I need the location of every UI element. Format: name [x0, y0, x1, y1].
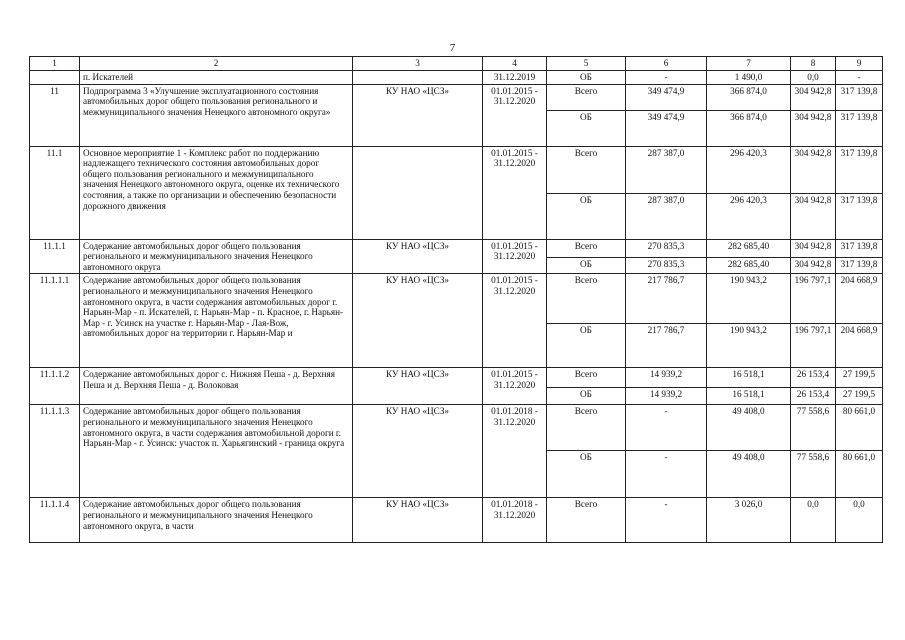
column-header: 8	[791, 57, 836, 71]
value-col8: 0,0	[791, 498, 836, 543]
column-header: 3	[353, 57, 483, 71]
value-col7: 1 490,0	[707, 71, 791, 85]
value-col9: 317 139,8	[836, 146, 883, 193]
value-col7: 190 943,2	[707, 324, 791, 368]
funding-source: Всего	[547, 274, 626, 324]
value-col6: 270 835,3	[626, 258, 707, 274]
row-number: 11.1.1	[30, 239, 80, 274]
value-col6: 14 939,2	[626, 388, 707, 405]
funding-source: Всего	[547, 405, 626, 451]
value-col9: 317 139,8	[836, 193, 883, 239]
funding-source: ОБ	[547, 451, 626, 498]
period: 01.01.2015 - 31.12.2020	[483, 274, 547, 368]
table-row	[30, 146, 883, 193]
value-col7: 49 408,0	[707, 405, 791, 451]
value-col9: 27 199,5	[836, 368, 883, 388]
header-row	[30, 57, 883, 71]
column-header: 7	[707, 57, 791, 71]
value-col8: 26 153,4	[791, 368, 836, 388]
value-col6: 287 387,0	[626, 146, 707, 193]
column-header: 6	[626, 57, 707, 71]
value-col9: 80 661,0	[836, 451, 883, 498]
funding-source: ОБ	[547, 324, 626, 368]
value-col8: 304 942,8	[791, 146, 836, 193]
value-col6: -	[626, 71, 707, 85]
table-row	[30, 84, 883, 110]
measure-name: Основное мероприятие 1 - Комплекс работ по поддержанию надлежащего технического состояния автомобильных дорог общего пользования регионального и межмуниципального значения Ненецкого автономного округа, оценке их технического состояния, а также по организации и обеспечению безопасности дорожного движения	[80, 146, 353, 239]
value-col6: 217 786,7	[626, 324, 707, 368]
period: 01.01.2015 - 31.12.2020	[483, 84, 547, 146]
funding-source: ОБ	[547, 388, 626, 405]
period: 01.01.2015 - 31.12.2020	[483, 239, 547, 274]
value-col9: 80 661,0	[836, 405, 883, 451]
executor: КУ НАО «ЦСЗ»	[353, 239, 483, 274]
value-col9: 317 139,8	[836, 110, 883, 146]
value-col9: 317 139,8	[836, 84, 883, 110]
value-col7: 3 026,0	[707, 498, 791, 543]
page-number: 7	[449, 42, 456, 54]
value-col9: 27 199,5	[836, 388, 883, 405]
value-col8: 26 153,4	[791, 388, 836, 405]
value-col6: 14 939,2	[626, 368, 707, 388]
column-header: 1	[30, 57, 80, 71]
value-col6: -	[626, 405, 707, 451]
table-row	[30, 498, 883, 543]
value-col8: 196 797,1	[791, 324, 836, 368]
row-number: 11	[30, 84, 80, 146]
table-row	[30, 274, 883, 324]
measure-name: Содержание автомобильных дорог с. Нижняя Пеша - д. Верхняя Пеша и д. Верхняя Пеша - д. Волоковая	[80, 368, 353, 405]
row-number: 11.1.1.3	[30, 405, 80, 498]
table-row	[30, 71, 883, 85]
executor: КУ НАО «ЦСЗ»	[353, 84, 483, 146]
column-header: 4	[483, 57, 547, 71]
period: 01.01.2018 - 31.12.2020	[483, 405, 547, 498]
table-row	[30, 405, 883, 451]
executor	[353, 71, 483, 85]
column-header: 9	[836, 57, 883, 71]
period: 01.01.2015 - 31.12.2020	[483, 146, 547, 239]
period: 01.01.2018 - 31.12.2020	[483, 498, 547, 543]
row-number: 11.1.1.1	[30, 274, 80, 368]
value-col6: 270 835,3	[626, 239, 707, 257]
value-col9: 204 668,9	[836, 324, 883, 368]
measure-name: Содержание автомобильных дорог общего пользования регионального и межмуниципального значения Ненецкого автономного округа, в части	[80, 498, 353, 543]
value-col6: 349 474,9	[626, 84, 707, 110]
funding-source: Всего	[547, 84, 626, 110]
value-col8: 304 942,8	[791, 84, 836, 110]
measure-name: Содержание автомобильных дорог общего пользования регионального и межмуниципального значения Ненецкого автономного округа, в части содержания автомобильных дорог г. Нарьян-Мар - п. Искателей, г. Нарьян-Мар - п. Красное, г. Нарьян-Мар - г. Усинск на участке г. Нарьян-Мар - Лая-Вож, автомобильных дорог на территории г. Нарьян-Мар и	[80, 274, 353, 368]
value-col6: 217 786,7	[626, 274, 707, 324]
measure-name: п. Искателей	[80, 71, 353, 85]
value-col7: 296 420,3	[707, 146, 791, 193]
funding-source: ОБ	[547, 193, 626, 239]
value-col6: 349 474,9	[626, 110, 707, 146]
value-col7: 282 685,40	[707, 258, 791, 274]
value-col8: 304 942,8	[791, 239, 836, 257]
funding-source: ОБ	[547, 110, 626, 146]
executor: КУ НАО «ЦСЗ»	[353, 368, 483, 405]
value-col9: -	[836, 71, 883, 85]
measure-name: Подпрограмма 3 «Улучшение эксплуатационного состояния автомобильных дорог общего пользования регионального и межмуниципального значения Ненецкого автономного округа»	[80, 84, 353, 146]
column-header: 2	[80, 57, 353, 71]
value-col6: 287 387,0	[626, 193, 707, 239]
row-number	[30, 71, 80, 85]
measure-name: Содержание автомобильных дорог общего пользования регионального и межмуниципального значения Ненецкого автономного округа, в части содержания автомобильной дороги г. Нарьян-Мар - г. Усинск: участок п. Харьягинский - граница округа	[80, 405, 353, 498]
period: 31.12.2019	[483, 71, 547, 85]
value-col9: 317 139,8	[836, 239, 883, 257]
value-col8: 77 558,6	[791, 451, 836, 498]
value-col9: 204 668,9	[836, 274, 883, 324]
funding-source: Всего	[547, 498, 626, 543]
executor: КУ НАО «ЦСЗ»	[353, 498, 483, 543]
column-header: 5	[547, 57, 626, 71]
executor	[353, 146, 483, 239]
row-number: 11.1.1.2	[30, 368, 80, 405]
value-col8: 0,0	[791, 71, 836, 85]
executor: КУ НАО «ЦСЗ»	[353, 274, 483, 368]
value-col7: 366 874,0	[707, 110, 791, 146]
value-col8: 77 558,6	[791, 405, 836, 451]
funding-source: Всего	[547, 146, 626, 193]
funding-source: Всего	[547, 239, 626, 257]
value-col7: 296 420,3	[707, 193, 791, 239]
value-col8: 196 797,1	[791, 274, 836, 324]
program-table	[29, 56, 883, 543]
table-row	[30, 368, 883, 388]
value-col7: 190 943,2	[707, 274, 791, 324]
value-col8: 304 942,8	[791, 258, 836, 274]
value-col7: 366 874,0	[707, 84, 791, 110]
value-col6: -	[626, 451, 707, 498]
value-col7: 282 685,40	[707, 239, 791, 257]
value-col7: 49 408,0	[707, 451, 791, 498]
value-col8: 304 942,8	[791, 110, 836, 146]
measure-name: Содержание автомобильных дорог общего пользования регионального и межмуниципального значения Ненецкого автономного округа	[80, 239, 353, 274]
funding-source: Всего	[547, 368, 626, 388]
value-col7: 16 518,1	[707, 388, 791, 405]
executor: КУ НАО «ЦСЗ»	[353, 405, 483, 498]
row-number: 11.1	[30, 146, 80, 239]
row-number: 11.1.1.4	[30, 498, 80, 543]
period: 01.01.2015 - 31.12.2020	[483, 368, 547, 405]
funding-source: ОБ	[547, 258, 626, 274]
value-col9: 0,0	[836, 498, 883, 543]
value-col6: -	[626, 498, 707, 543]
value-col7: 16 518,1	[707, 368, 791, 388]
table-row	[30, 239, 883, 257]
value-col8: 304 942,8	[791, 193, 836, 239]
funding-source: ОБ	[547, 71, 626, 85]
value-col9: 317 139,8	[836, 258, 883, 274]
